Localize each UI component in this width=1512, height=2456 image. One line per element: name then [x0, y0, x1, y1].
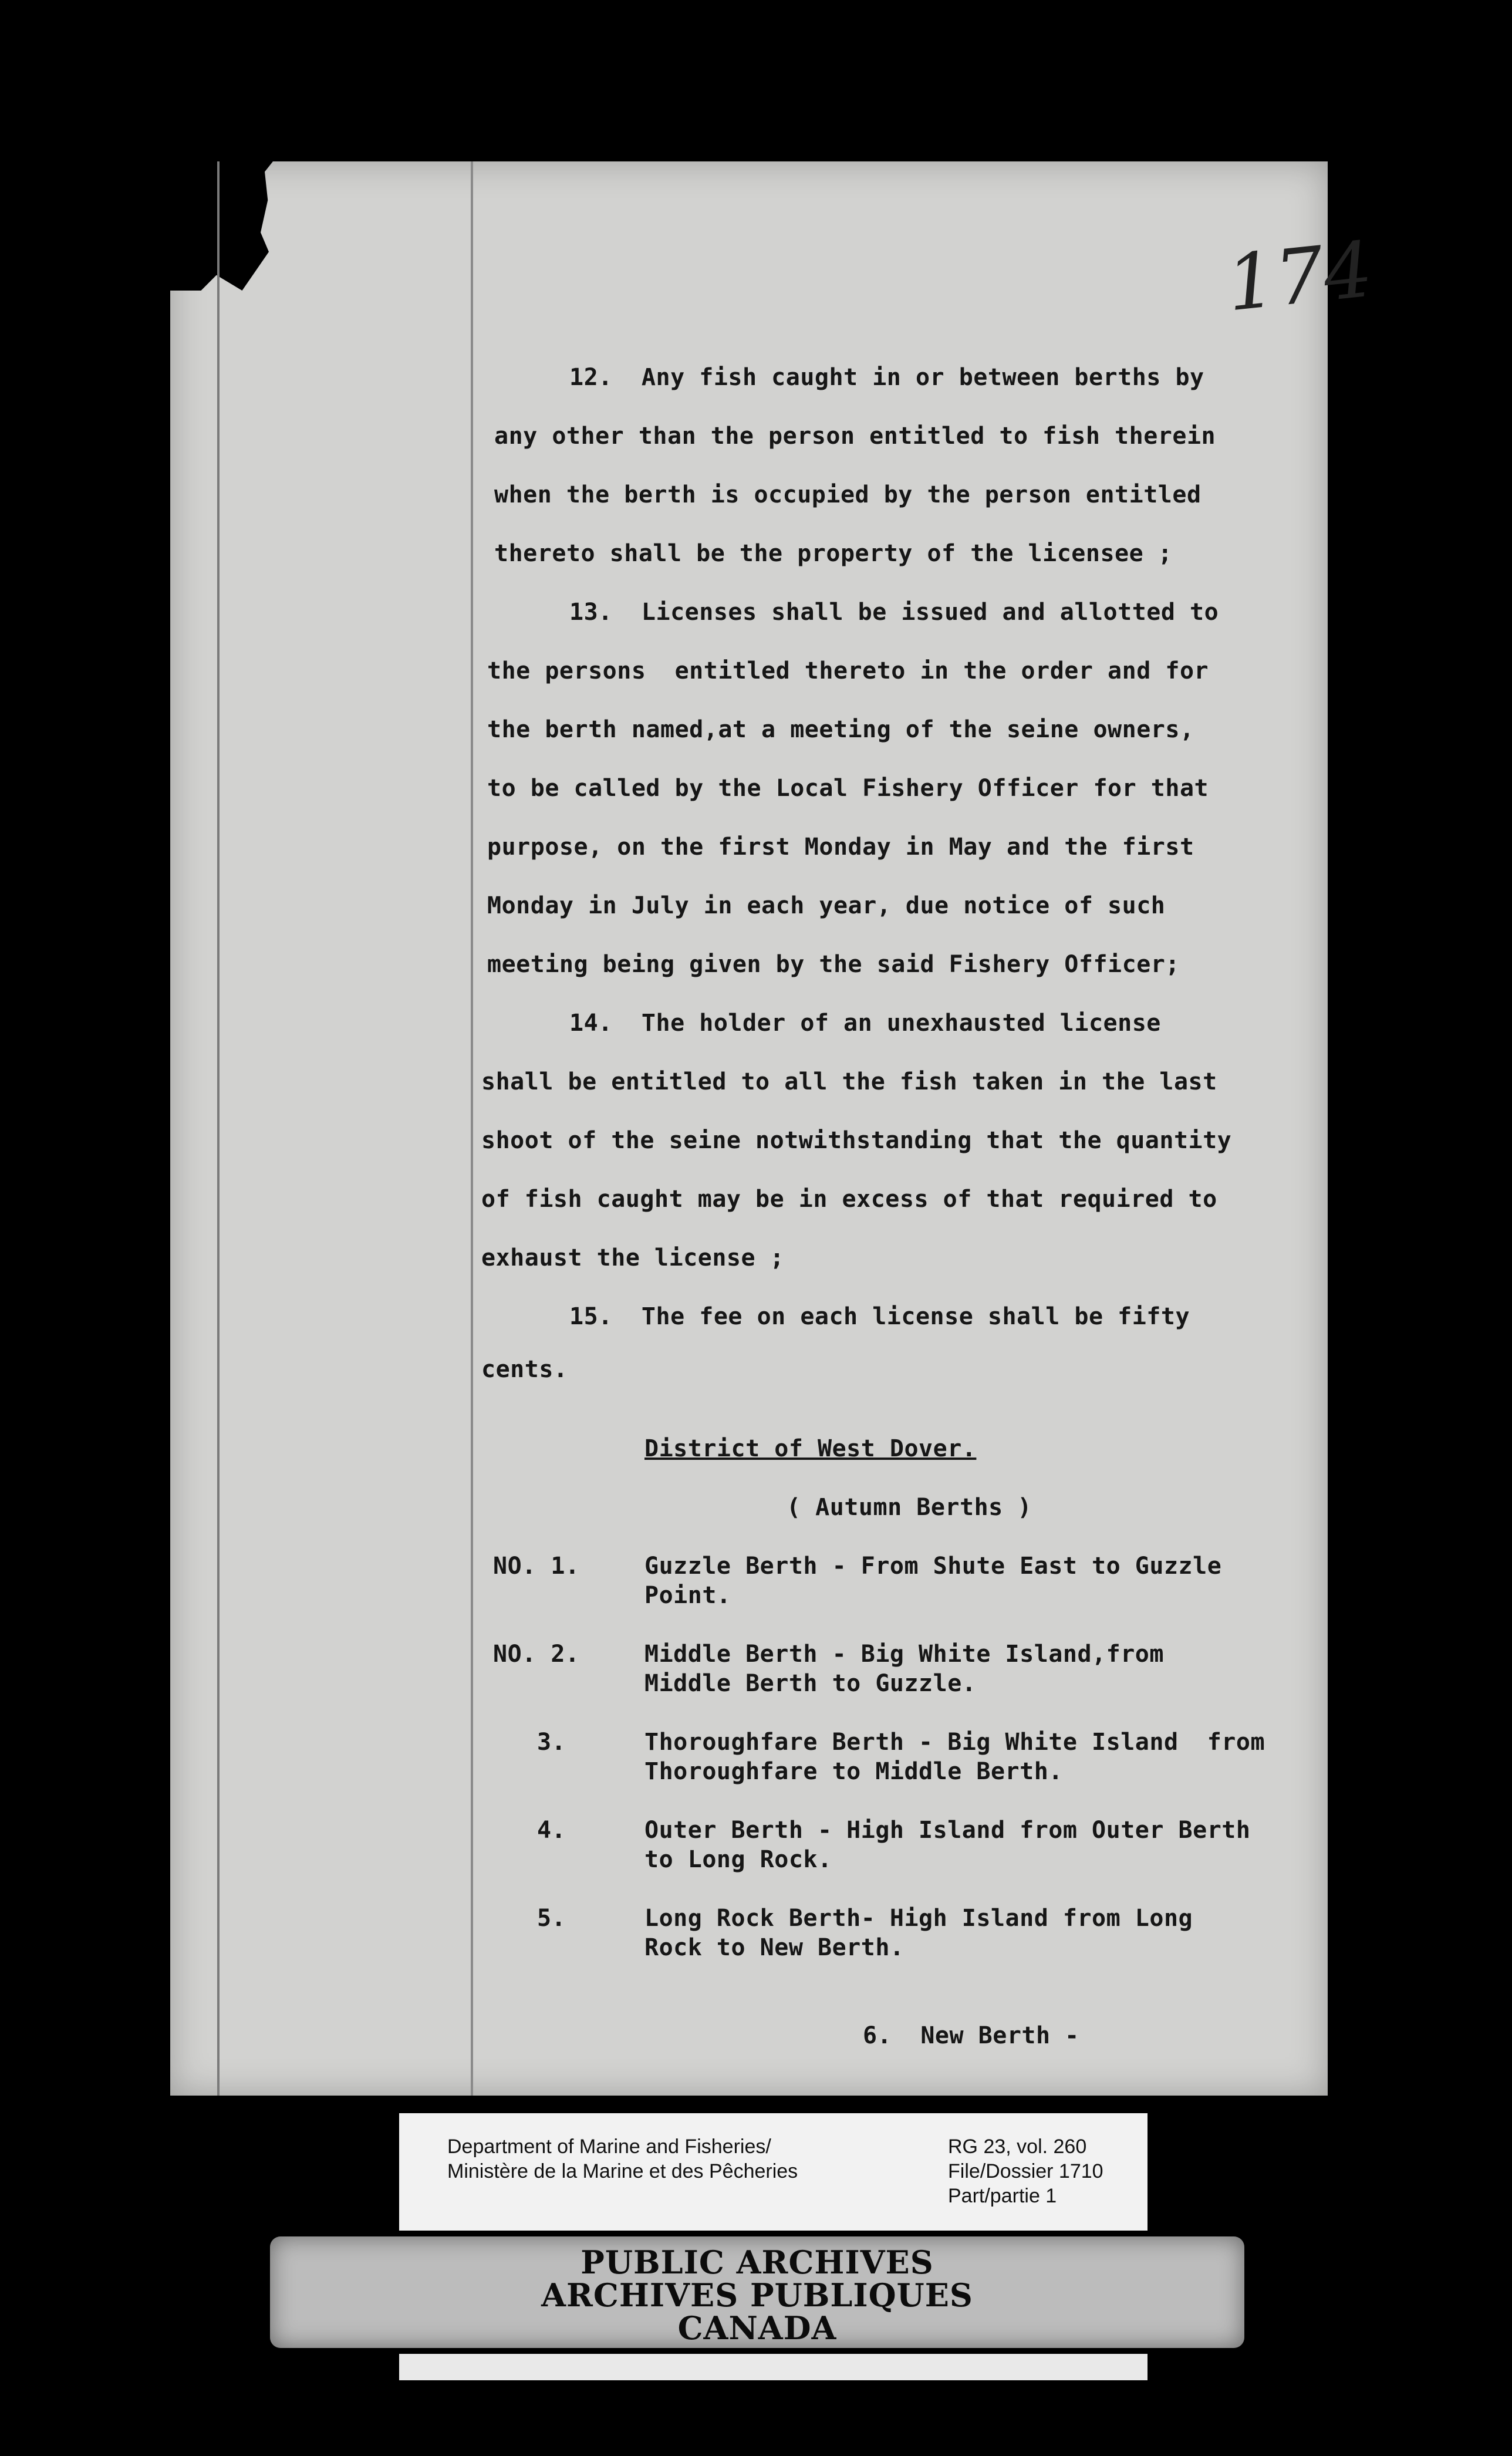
berth-line: Thoroughfare Berth - Big White Island from — [644, 1729, 1265, 1756]
district-heading: District of West Dover. — [644, 1435, 977, 1462]
paragraph-line: to be called by the Local Fishery Officer for that — [487, 775, 1209, 802]
berth-number: 3. — [537, 1729, 566, 1756]
berth-line: Thoroughfare to Middle Berth. — [644, 1758, 1063, 1785]
berth-number: NO. 2. — [493, 1641, 580, 1668]
department-french: Ministère de la Marine et des Pêcheries — [447, 2160, 798, 2182]
paragraph-line: 13. Licenses shall be issued and allotted to — [569, 599, 1219, 626]
berth-line: to Long Rock. — [644, 1846, 832, 1873]
margin-rule-left — [217, 161, 220, 2096]
paragraph-line: the berth named,at a meeting of the seine owners, — [487, 716, 1194, 743]
berth-line: Outer Berth - High Island from Outer Berth — [644, 1817, 1251, 1844]
berth-line: Long Rock Berth- High Island from Long — [644, 1905, 1193, 1932]
paragraph-line: purpose, on the first Monday in May and the first — [487, 834, 1194, 861]
paragraph-line: shoot of the seine notwithstanding that the quantity — [481, 1127, 1232, 1154]
paragraph-line: when the berth is occupied by the person entitled — [494, 481, 1202, 508]
berth-number: 4. — [537, 1817, 566, 1844]
file-number: File/Dossier 1710 — [948, 2160, 1103, 2182]
berth-line: Middle Berth to Guzzle. — [644, 1670, 977, 1697]
stamp-line-3: CANADA — [677, 2309, 837, 2347]
paragraph-line: 14. The holder of an unexhausted license — [569, 1010, 1161, 1037]
continuation-catchword: 6. New Berth - — [863, 2022, 1079, 2049]
berth-line: Rock to New Berth. — [644, 1934, 905, 1961]
paragraph-line: 15. The fee on each license shall be fifty — [569, 1303, 1190, 1330]
paragraph-line: meeting being given by the said Fishery Officer; — [487, 951, 1180, 978]
paragraph-line: the persons entitled thereto in the order and for — [487, 657, 1209, 684]
archive-reference-label — [399, 2113, 1148, 2231]
paragraph-line: exhaust the license ; — [481, 1244, 785, 1271]
document-page — [170, 161, 1377, 2096]
paragraph-line: thereto shall be the property of the licensee ; — [494, 540, 1173, 567]
page-number: 174 — [1222, 224, 1377, 329]
label-bottom-strip — [399, 2354, 1148, 2380]
paragraph-line: Monday in July in each year, due notice of such — [487, 892, 1166, 919]
public-archives-stamp — [270, 2236, 1244, 2348]
department-english: Department of Marine and Fisheries/ — [447, 2135, 771, 2158]
berth-number: 5. — [537, 1905, 566, 1932]
paragraph-line: shall be entitled to all the fish taken in the last — [481, 1068, 1217, 1095]
paragraph-line: of fish caught may be in excess of that required to — [481, 1186, 1217, 1213]
stamp-line-2: ARCHIVES PUBLIQUES — [541, 2276, 973, 2314]
berth-line: Guzzle Berth - From Shute East to Guzzle — [644, 1553, 1222, 1580]
paragraph-line: any other than the person entitled to fish therein — [494, 423, 1216, 450]
autumn-berths-subheading: ( Autumn Berths ) — [787, 1494, 1032, 1521]
stamp-line-1: PUBLIC ARCHIVES — [580, 2244, 934, 2281]
paragraph-line: cents. — [481, 1356, 568, 1383]
berth-number: NO. 1. — [493, 1553, 580, 1580]
berth-line: Point. — [644, 1582, 731, 1609]
paragraph-line: 12. Any fish caught in or between berths by — [569, 364, 1204, 391]
torn-corner — [170, 161, 273, 291]
record-group: RG 23, vol. 260 — [948, 2135, 1087, 2158]
berth-line: Middle Berth - Big White Island,from — [644, 1641, 1164, 1668]
margin-rule-right — [471, 161, 473, 2096]
part-number: Part/partie 1 — [948, 2185, 1057, 2207]
